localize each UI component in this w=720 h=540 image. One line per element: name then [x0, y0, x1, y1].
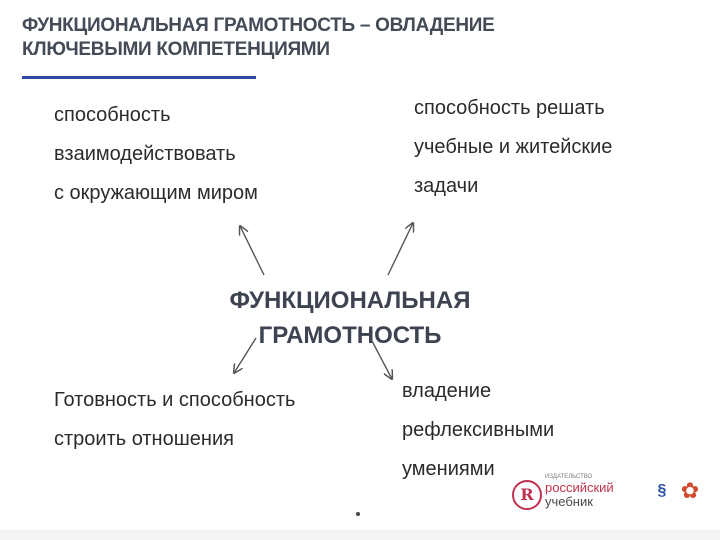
arrow-down-left-icon: [234, 338, 256, 373]
publisher-name: [545, 474, 645, 509]
top-left-line-3: с окружающим миром: [54, 182, 258, 204]
central-concept-line-1: ФУНКЦИОНАЛЬНАЯ: [229, 287, 471, 314]
bottom-left-line-1: Готовность и способность: [54, 389, 296, 411]
top-left-line-2: взаимодействовать: [54, 143, 236, 165]
publisher-logo-icon: R: [512, 480, 542, 510]
publisher-small-label: ИЗДАТЕЛЬСТВО: [545, 474, 593, 480]
partner-logo-icon: §: [657, 482, 667, 499]
bottom-right-line-1: владение: [402, 380, 492, 402]
arrow-up-left-icon: [240, 226, 264, 275]
arrow-down-right-icon: [372, 341, 392, 379]
footer-strip: [0, 530, 720, 540]
top-right-line-2: учебные и житейские: [414, 136, 613, 158]
slide-title: ФУНКЦИОНАЛЬНАЯ ГРАМОТНОСТЬ – ОВЛАДЕНИЕ КЛЮЧЕВЫМИ КОМПЕТЕНЦИЯМИ: [22, 15, 495, 60]
top-right-line-1: способность решать: [414, 97, 605, 119]
bottom-left-line-2: строить отношения: [54, 428, 234, 450]
partner-emblem-icon: ✿: [680, 478, 700, 503]
slide-dot: [356, 512, 360, 516]
top-right-line-3: задачи: [414, 175, 479, 197]
central-concept-line-2: ГРАМОТНОСТЬ: [258, 322, 442, 349]
publisher-line-2: учебник: [545, 494, 593, 509]
arrow-up-right-icon: [388, 223, 413, 275]
bottom-right-line-2: рефлексивными: [402, 419, 555, 441]
publisher-line-1: российский: [545, 480, 614, 495]
top-left-line-1: способность: [54, 104, 171, 126]
bottom-right-line-3: умениями: [402, 458, 495, 480]
